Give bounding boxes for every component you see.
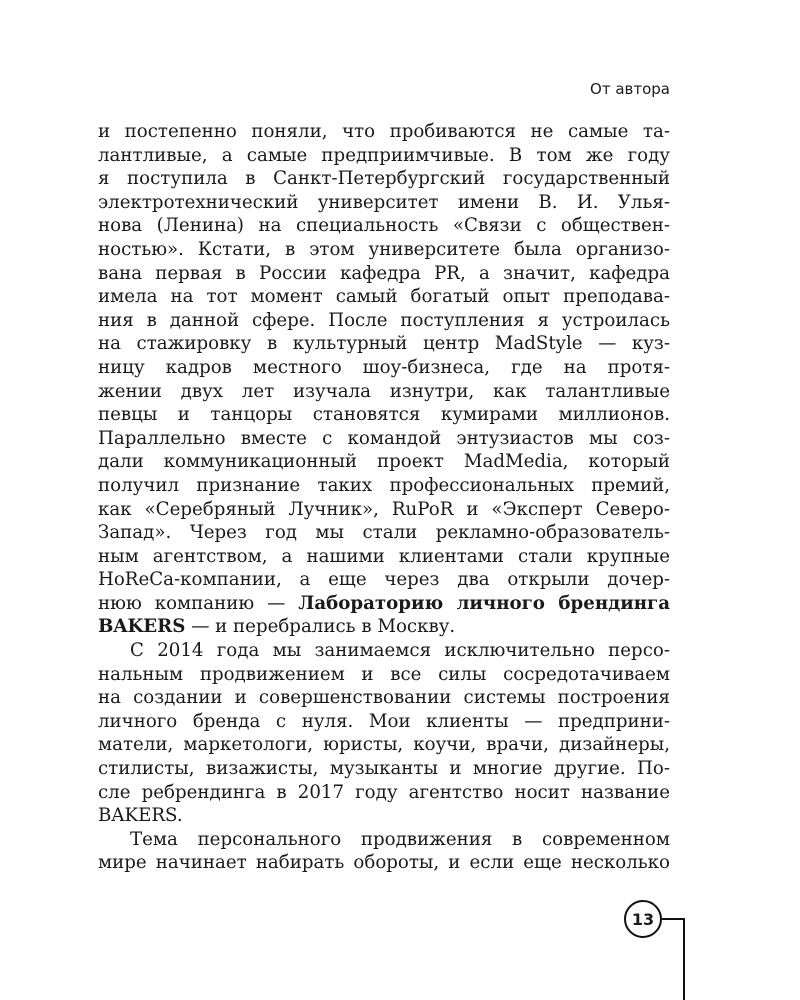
text-line: HoReCa-компании, а еще через два открыли дочер- [98,569,670,591]
text-line: на создании и совершенствовании системы построения [98,687,670,709]
text-line [98,615,670,639]
page-marker-line-horizontal [662,918,684,920]
text-line: нальным продвижением и все силы сосредотачиваем [98,663,670,685]
text-line: личного бренда с нуля. Мои клиенты — предприни- [98,710,670,732]
text-line: мире начинает набирать обороты, и если еще несколько [98,852,670,874]
text-line: ницу кадров местного шоу-бизнеса, где на протя- [98,356,670,378]
text-line: я поступила в Санкт-Петербургский государственный [98,168,670,190]
page-marker-line-vertical [683,918,685,1000]
text-line: Параллельно вместе с командой энтузиастов мы соз- [98,427,670,449]
text-line: матели, маркетологи, юристы, коучи, врачи, дизайнеры, [98,734,670,756]
text-line: электротехнический университет имени В. И. Улья- [98,191,670,213]
text-line: сле ребрендинга в 2017 году агентство носит название [98,781,670,803]
text-line: ностью». Кстати, в этом университете была организо- [98,238,670,260]
text-line: Тема персонального продвижения в современном [130,828,670,850]
text-line [98,592,670,616]
text-fragment: нюю компанию — [98,592,299,614]
text-line: певцы и танцоры становятся кумирами миллионов. [98,404,670,426]
running-head: От автора [590,80,670,98]
text-line: лантливые, а самые предприимчивые. В том же году [98,144,670,166]
text-line: ния в данной сфере. После поступления я устроилась [98,309,670,331]
text-line: нова (Ленина) на специальность «Связи с обществен- [98,215,670,237]
text-line: на стажировку в культурный центр MadStyle — куз- [98,333,670,355]
bold-brand-name: Лабораторию личного брендинга [298,592,670,614]
text-line: С 2014 года мы занимаемся исключительно персо- [130,640,670,662]
page-number: 13 [624,900,662,938]
bold-brand-name: BAKERS [98,616,186,638]
text-line: вана первая в России кафедра PR, а значит, кафедра [98,262,670,284]
body-text [98,120,670,875]
text-line: ным агентством, а нашими клиентами стали крупные [98,545,670,567]
text-line: как «Серебряный Лучник», RuPoR и «Эксперт Северо- [98,498,670,520]
text-line: имела на тот момент самый богатый опыт преподава- [98,286,670,308]
text-line: BAKERS. [98,805,183,827]
text-line: дали коммуникационный проект MadMedia, который [98,451,670,473]
text-line: и постепенно поняли, что пробиваются не самые та- [98,121,670,142]
text-fragment: — и перебрались в Москву. [185,616,456,638]
text-line: Запад». Через год мы стали рекламно-образователь- [98,522,670,544]
text-line: стилисты, визажисты, музыканты и многие другие. По- [98,758,670,780]
text-line: получил признание таких профессиональных премий, [98,474,670,496]
text-line: жении двух лет изучала изнутри, как талантливые [98,380,670,402]
